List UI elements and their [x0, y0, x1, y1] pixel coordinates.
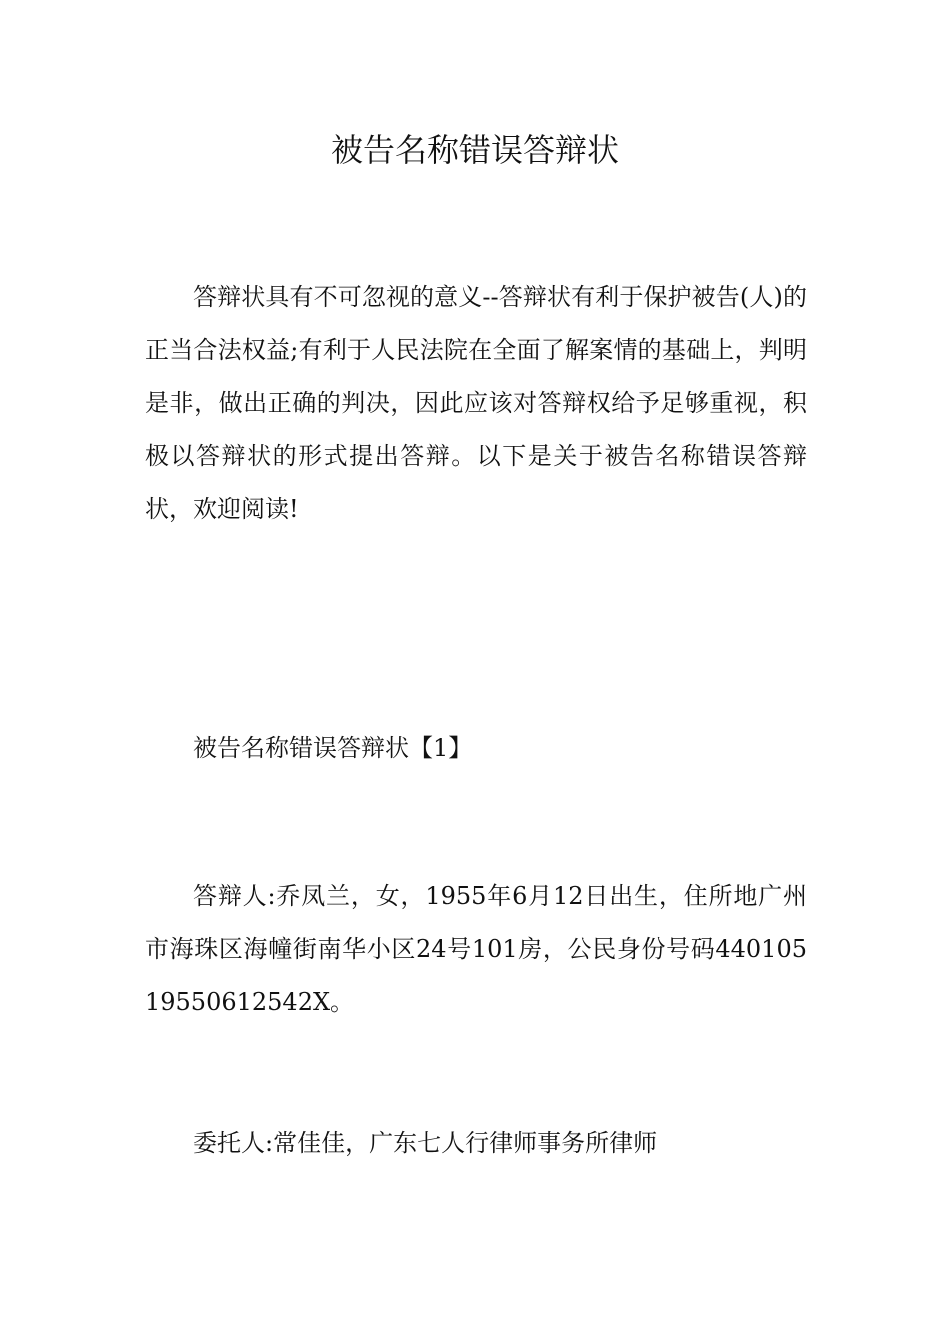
document-title: 被告名称错误答辩状: [330, 131, 619, 169]
agent-paragraph: 委托人:常佳佳，广东七人行律师事务所律师: [193, 1129, 658, 1157]
intro-paragraph: 答辩状具有不可忽视的意义--答辩状有利于保护被告(人)的正当合法权益;有利于人民法院在全面了解案情的基础上，判明是非，做出正确的判决，因此应该对答辩权给予足够重视，积极以答辩状的形式提出答辩。以下是关于被告名称错误答辩状，欢迎阅读!: [145, 283, 807, 523]
section-heading: 被告名称错误答辩状【1】: [193, 734, 473, 762]
respondent-paragraph: 答辩人:乔凤兰，女，1955年6月12日出生，住所地广州市海珠区海幢街南华小区24号101房，公民身份号码44010519550612542X。: [145, 882, 807, 1016]
